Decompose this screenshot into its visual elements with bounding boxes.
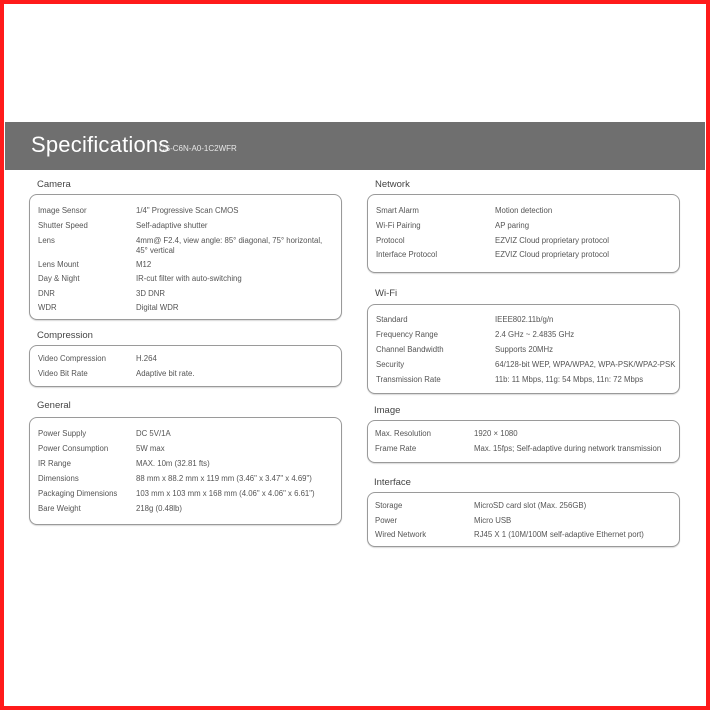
spec-value: 2.4 GHz ~ 2.4835 GHz [495,330,575,339]
spec-value: IR-cut filter with auto-switching [136,274,242,283]
image-spec-box [367,420,680,463]
spec-key: Dimensions [38,474,79,483]
general-section-title: General [37,400,71,411]
spec-value: Motion detection [495,206,553,215]
spec-key: Wi-Fi Pairing [376,221,421,230]
image-section-title: Image [374,405,401,416]
spec-key: Standard [376,315,408,324]
spec-value: 103 mm x 103 mm x 168 mm (4.06" x 4.06" x 6.61") [136,489,315,498]
spec-value: 218g (0.48lb) [136,504,182,513]
spec-value: 5W max [136,444,165,453]
interface-section-title: Interface [374,477,411,488]
spec-value: AP paring [495,221,530,230]
spec-value: EZVIZ Cloud proprietary protocol [495,250,609,259]
spec-value: Adaptive bit rate. [136,369,195,378]
spec-value: 1/4" Progressive Scan CMOS [136,206,239,215]
spec-value: Max. 15fps; Self-adaptive during network transmission [474,444,662,453]
spec-value: 4mm@ F2.4, view angle: 85° diagonal, 75° horizontal, 45° vertical [136,236,323,255]
spec-key: Protocol [376,236,405,245]
spec-key: WDR [38,303,57,312]
spec-value: RJ45 X 1 (10M/100M self-adaptive Ethernet port) [474,530,644,539]
spec-value: IEEE802.11b/g/n [495,315,554,324]
camera-section-title: Camera [37,179,71,190]
spec-value: 11b: 11 Mbps, 11g: 54 Mbps, 11n: 72 Mbps [495,375,644,384]
spec-value: 1920 × 1080 [474,429,518,438]
spec-key: Power [375,516,398,525]
spec-key: Shutter Speed [38,221,88,230]
spec-value: Supports 20MHz [495,345,554,354]
spec-key: Transmission Rate [376,375,441,384]
spec-value: Micro USB [474,516,512,525]
spec-key: Power Consumption [38,444,109,453]
spec-value: M12 [136,260,152,269]
spec-key: Image Sensor [38,206,87,215]
spec-key: Lens Mount [38,260,79,269]
spec-key: Wired Network [375,530,427,539]
spec-value: 64/128-bit WEP, WPA/WPA2, WPA-PSK/WPA2-PSK [495,360,676,369]
spec-key: Lens [38,236,55,245]
spec-key: Video Bit Rate [38,369,88,378]
spec-key: Max. Resolution [375,429,431,438]
model-number: CS-C6N-A0-1C2WFR [159,144,237,153]
spec-value: H.264 [136,354,157,363]
spec-key: Interface Protocol [376,250,438,259]
compression-spec-box [29,345,342,387]
general-spec-box [29,417,342,525]
spec-key: Storage [375,501,403,510]
spec-value: DC 5V/1A [136,429,171,438]
spec-value: 3D DNR [136,289,166,298]
compression-section-title: Compression [37,330,93,341]
spec-key: Video Compression [38,354,106,363]
spec-value: EZVIZ Cloud proprietary protocol [495,236,609,245]
camera-spec-box [29,194,342,320]
spec-header [5,122,705,170]
interface-spec-box [367,492,680,547]
spec-key: Channel Bandwidth [376,345,444,354]
spec-key: Bare Weight [38,504,81,513]
spec-key: Packaging Dimensions [38,489,118,498]
spec-value: Digital WDR [136,303,179,312]
spec-value: Self-adaptive shutter [136,221,208,230]
spec-key: Day & Night [38,274,80,283]
spec-key: Security [376,360,405,369]
spec-key: Frame Rate [375,444,417,453]
spec-value: MicroSD card slot (Max. 256GB) [474,501,587,510]
spec-key: Frequency Range [376,330,438,339]
network-spec-box [367,194,680,273]
spec-value: MAX. 10m (32.81 fts) [136,459,210,468]
wifi-spec-box [367,304,680,394]
page-title: Specifications [31,132,170,157]
spec-key: DNR [38,289,55,298]
spec-key: Smart Alarm [376,206,419,215]
spec-value: 88 mm x 88.2 mm x 119 mm (3.46" x 3.47" x 4.69") [136,474,312,483]
spec-key: Power Supply [38,429,87,438]
spec-key: IR Range [38,459,71,468]
network-section-title: Network [375,179,410,190]
wifi-section-title: Wi-Fi [375,288,398,299]
